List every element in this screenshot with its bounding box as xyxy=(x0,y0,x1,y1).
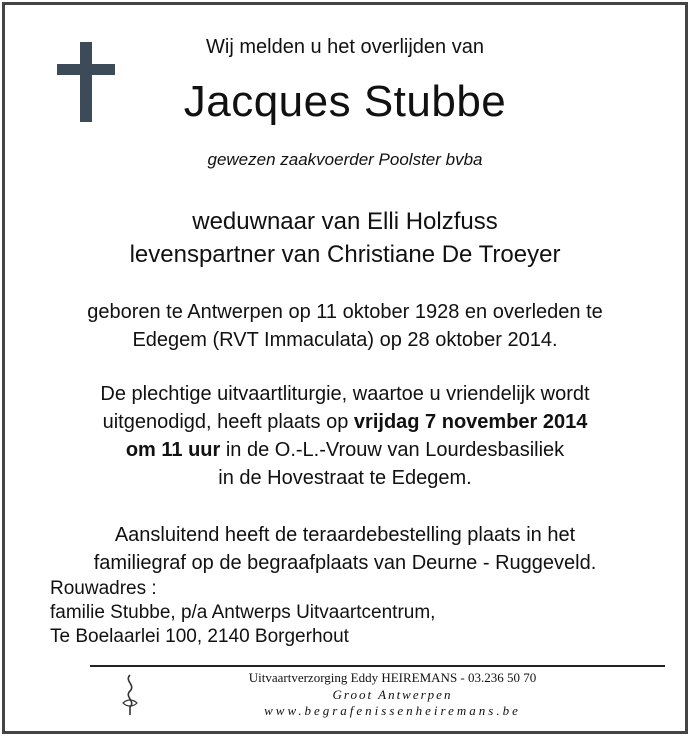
burial-line-1: Aansluitend heeft de teraardebestelling plaats in het xyxy=(114,524,576,546)
ceremony-line-4: in de Hovestraat te Edegem. xyxy=(218,467,472,489)
address-label: Rouwadres : xyxy=(50,578,157,599)
funeral-region: Groot Antwerpen xyxy=(332,687,453,702)
ceremony-info xyxy=(5,380,685,492)
relation-line-1: weduwnaar van Elli Holzfuss xyxy=(192,208,498,235)
footer-divider xyxy=(90,665,665,667)
ceremony-line-3 xyxy=(5,436,685,464)
death-notice-card xyxy=(2,2,688,734)
condolence-address xyxy=(50,577,435,649)
burial-line-2: familiegraf op de begraafplaats van Deurne - Ruggeveld. xyxy=(93,552,597,574)
ceremony-line-3-text: in de O.-L.-Vrouw van Lourdesbasiliek xyxy=(220,439,565,461)
birth-line-1: geboren te Antwerpen op 11 oktober 1928 en overleden te xyxy=(87,301,603,323)
address-line-1: familie Stubbe, p/a Antwerps Uitvaartcentrum, xyxy=(50,602,436,623)
relation-line-2: levenspartner van Christiane De Troeyer xyxy=(129,241,561,268)
ceremony-line-2-text: uitgenodigd, heeft plaats op xyxy=(102,411,354,433)
intro-text: Wij melden u het overlijden van xyxy=(206,36,484,58)
deceased-name: Jacques Stubbe xyxy=(183,77,507,126)
address-line-2: Te Boelaarlei 100, 2140 Borgerhout xyxy=(50,626,349,647)
ceremony-line-2 xyxy=(5,408,685,436)
relations xyxy=(5,205,685,271)
ceremony-date: vrijdag 7 november 2014 xyxy=(353,411,588,433)
ceremony-line-1: De plechtige uitvaartliturgie, waartoe u vriendelijk wordt xyxy=(100,383,590,405)
burial-info xyxy=(5,521,685,577)
deceased-role: gewezen zaakvoerder Poolster bvba xyxy=(207,150,483,169)
birth-line-2: Edegem (RVT Immaculata) op 28 oktober 2014. xyxy=(132,329,558,351)
ceremony-time: om 11 uur xyxy=(125,439,221,461)
funeral-website[interactable]: www.begrafenissenheiremans.be xyxy=(264,703,521,718)
funeral-company: Uitvaartverzorging Eddy HEIREMANS - 03.236 50 70 xyxy=(248,670,537,685)
birth-death-info xyxy=(5,298,685,354)
